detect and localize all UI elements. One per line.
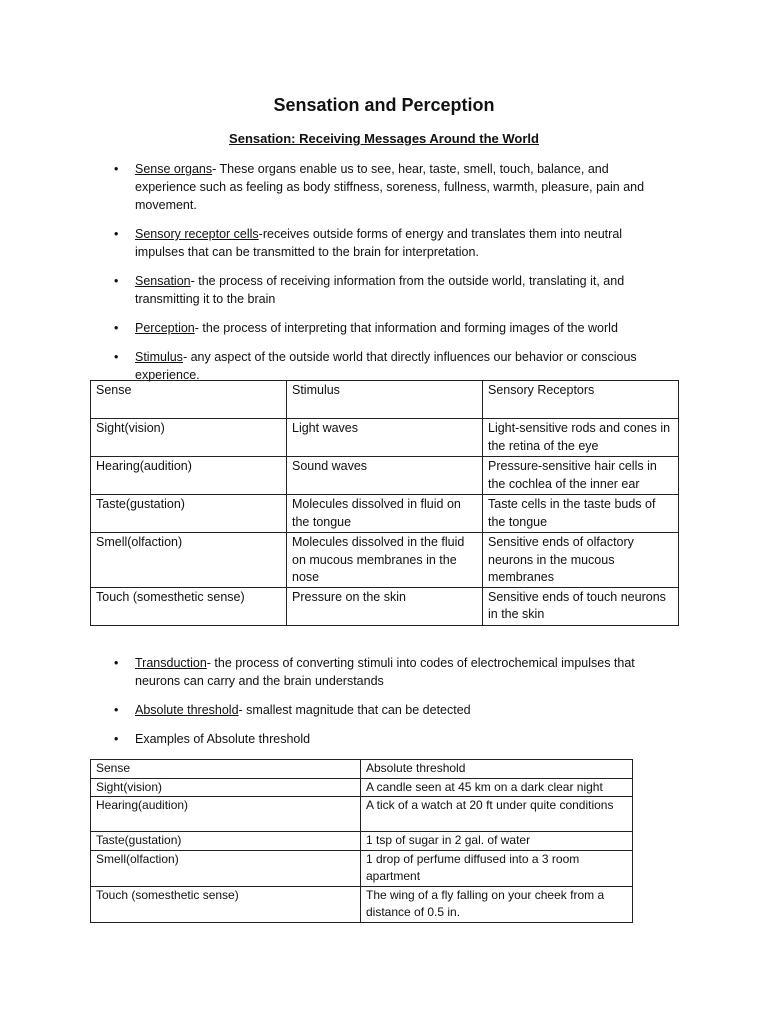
table-cell: Molecules dissolved in fluid on the tongue (287, 495, 483, 533)
definition-text: - the process of converting stimuli into codes of electrochemical impulses that neurons can carry and the brain understands (135, 656, 635, 688)
table-row (91, 778, 633, 797)
table-cell: Pressure on the skin (287, 587, 483, 625)
page-title: Sensation and Perception (273, 95, 495, 115)
table-cell: Light-sensitive rods and cones in the retina of the eye (483, 419, 679, 457)
table-row (91, 495, 679, 533)
bullet-icon: • (114, 732, 119, 746)
table-header: Sense (91, 760, 361, 779)
table-cell: Sound waves (287, 457, 483, 495)
bullet-icon: • (114, 274, 119, 288)
table-cell: Pressure-sensitive hair cells in the cochlea of the inner ear (483, 457, 679, 495)
list-item (0, 160, 768, 214)
table-cell: Smell(olfaction) (91, 533, 287, 588)
list-item (0, 319, 768, 337)
table-row (91, 797, 633, 832)
table-row (91, 533, 679, 588)
table-row (91, 457, 679, 495)
table-header: Absolute threshold (361, 760, 633, 779)
definition-term: Transduction (135, 656, 207, 670)
table-header: Sensory Receptors (483, 381, 679, 419)
definition-text: - the process of interpreting that information and forming images of the world (194, 321, 618, 335)
senses-table (90, 380, 679, 626)
table-row (91, 886, 633, 922)
table-cell: Touch (somesthetic sense) (91, 886, 361, 922)
table-cell: Hearing(audition) (91, 457, 287, 495)
bullet-icon: • (114, 162, 119, 176)
definition-term: Sensory receptor cells (135, 227, 259, 241)
table-cell: Light waves (287, 419, 483, 457)
table-cell: A tick of a watch at 20 ft under quite conditions (361, 797, 633, 832)
table-cell: Hearing(audition) (91, 797, 361, 832)
table-header: Stimulus (287, 381, 483, 419)
definition-text: - any aspect of the outside world that directly influences our behavior or conscious experience. (135, 350, 637, 382)
bullet-icon: • (114, 227, 119, 241)
table-cell: 1 tsp of sugar in 2 gal. of water (361, 832, 633, 851)
definition-text: - smallest magnitude that can be detected (238, 703, 471, 717)
definitions-list (0, 160, 768, 395)
definitions-list-2 (0, 654, 768, 759)
table-cell: Taste cells in the taste buds of the tongue (483, 495, 679, 533)
table-cell: A candle seen at 45 km on a dark clear night (361, 778, 633, 797)
definition-term: Perception (135, 321, 195, 335)
bullet-icon: • (114, 703, 119, 717)
table-row (91, 832, 633, 851)
table-cell: Smell(olfaction) (91, 850, 361, 886)
list-item (0, 348, 768, 384)
absolute-threshold-table (90, 759, 633, 923)
table-cell: Taste(gustation) (91, 832, 361, 851)
table-cell: Sensitive ends of olfactory neurons in the mucous membranes (483, 533, 679, 588)
table-header: Sense (91, 381, 287, 419)
section-subtitle: Sensation: Receiving Messages Around the World (229, 131, 539, 146)
definition-term: Sensation (135, 274, 191, 288)
table-row (91, 587, 679, 625)
list-item (0, 272, 768, 308)
definition-term: Stimulus (135, 350, 183, 364)
list-item (0, 225, 768, 261)
table-cell: Touch (somesthetic sense) (91, 587, 287, 625)
table-row (91, 850, 633, 886)
bullet-icon: • (114, 321, 119, 335)
table-cell: Taste(gustation) (91, 495, 287, 533)
table-cell: The wing of a fly falling on your cheek from a distance of 0.5 in. (361, 886, 633, 922)
list-item (0, 730, 768, 748)
table-header-row (91, 760, 633, 779)
bullet-icon: • (114, 656, 119, 670)
definition-text: Examples of Absolute threshold (135, 732, 311, 746)
table-row (91, 419, 679, 457)
definition-term: Sense organs (135, 162, 213, 176)
table-cell: Sensitive ends of touch neurons in the skin (483, 587, 679, 625)
bullet-icon: • (114, 350, 119, 364)
definition-text: - the process of receiving information from the outside world, translating it, and transmitting it to the brain (135, 274, 625, 306)
definition-text: - These organs enable us to see, hear, taste, smell, touch, balance, and experience such as feeling as body stiffness, soreness, fullness, warmth, pleasure, pain and movement. (135, 162, 645, 212)
table-cell: 1 drop of perfume diffused into a 3 room apartment (361, 850, 633, 886)
table-cell: Molecules dissolved in the fluid on mucous membranes in the nose (287, 533, 483, 588)
table-cell: Sight(vision) (91, 778, 361, 797)
list-item (0, 701, 768, 719)
table-cell: Sight(vision) (91, 419, 287, 457)
table-header-row (91, 381, 679, 419)
definition-text: -receives outside forms of energy and translates them into neutral impulses that can be transmitted to the brain for interpretation. (135, 227, 623, 259)
list-item (0, 654, 768, 690)
definition-term: Absolute threshold (135, 703, 239, 717)
